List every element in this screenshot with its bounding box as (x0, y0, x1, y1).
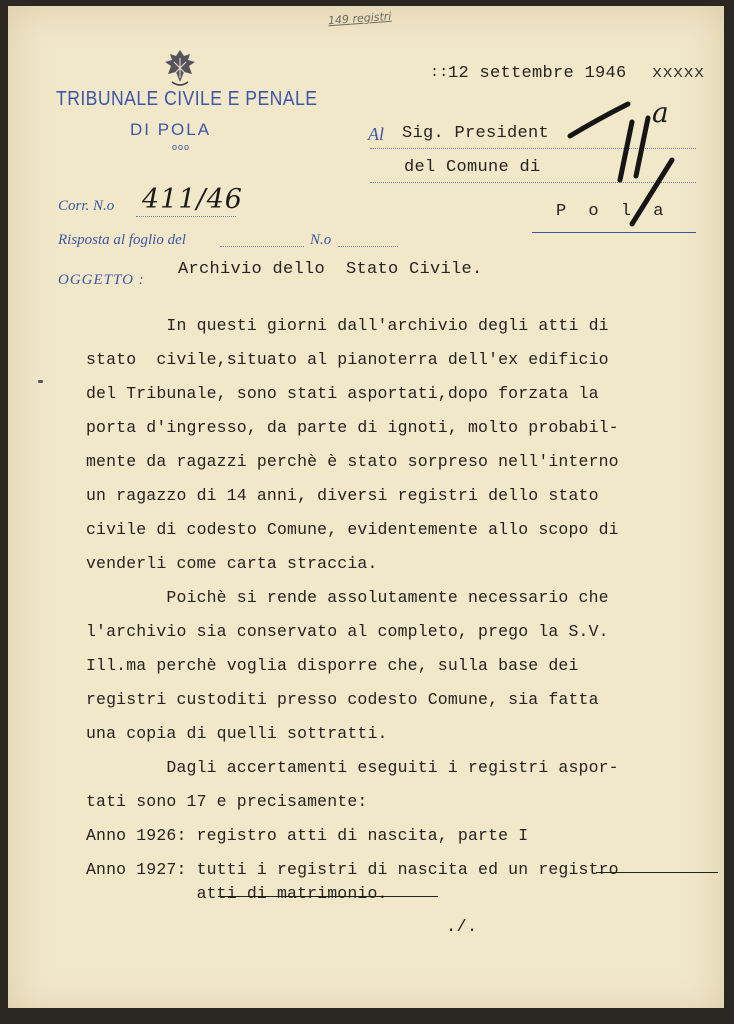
risposta-label: Risposta al foglio del (58, 232, 186, 248)
date-prefix: :: (430, 64, 449, 81)
risposta-n-label: N.o (310, 232, 332, 248)
strikethrough-matrimonio (218, 896, 438, 897)
corr-label: Corr. N.o (58, 198, 115, 214)
body-line-18: atti di matrimonio. (86, 884, 388, 903)
date-strikeout-x: xxxxx (652, 64, 705, 83)
addressee-line-3: P o l a (556, 202, 670, 221)
addressee-line-1: Sig. President (402, 124, 550, 143)
handwritten-mark (560, 88, 690, 238)
addressee-line-2: del Comune di (404, 158, 541, 177)
corr-number: 411/46 (142, 184, 243, 215)
letterhead-ornament: ooo (172, 142, 191, 152)
body-line-9: Poichè si rende assolutamente necessario che (86, 588, 609, 607)
body-line-7: civile di codesto Comune, evidentemente allo scopo di (86, 520, 619, 539)
handwritten-superscript: a (652, 96, 669, 129)
oggetto-text: Archivio dello Stato Civile. (178, 260, 483, 279)
body-line-17: Anno 1927: tutti i registri di nascita ed un registro (86, 860, 619, 879)
addressee-al-label: Al (368, 124, 384, 144)
letterhead-title: TRIBUNALE CIVILE E PENALE (56, 88, 318, 110)
letterhead-city: DI POLA (130, 120, 212, 139)
body-line-1: In questi giorni dall'archivio degli atti di (86, 316, 609, 335)
margin-speck (38, 380, 43, 383)
risposta-number-rule (338, 246, 398, 247)
body-line-4: porta d'ingresso, da parte di ignoti, molto probabil- (86, 418, 619, 437)
body-line-14: Dagli accertamenti eseguiti i registri aspor- (86, 758, 619, 777)
body-line-8: venderli come carta straccia. (86, 554, 378, 573)
body-line-6: un ragazzo di 14 anni, diversi registri dello stato (86, 486, 599, 505)
body-line-5: mente da ragazzi perchè è stato sorpreso nell'interno (86, 452, 619, 471)
body-line-16: Anno 1926: registro atti di nascita, parte I (86, 826, 529, 845)
body-line-3: del Tribunale, sono stati asportati,dopo forzata la (86, 384, 599, 403)
body-line-15: tati sono 17 e precisamente: (86, 792, 368, 811)
body-line-2: stato civile,situato al pianoterra dell'ex edificio (86, 350, 609, 369)
margin-note: 149 registri (327, 9, 392, 28)
corr-rule (136, 216, 236, 217)
oggetto-label: OGGETTO : (58, 272, 145, 288)
page-bottom-edge (8, 1008, 724, 1022)
risposta-date-rule (220, 246, 304, 247)
coat-of-arms-icon (162, 48, 198, 90)
date-text: 12 settembre 1946 (448, 64, 627, 83)
continuation-mark: ./. (446, 918, 478, 937)
strikethrough-registro (596, 872, 718, 873)
body-line-11: Ill.ma perchè voglia disporre che, sulla base dei (86, 656, 579, 675)
body-line-12: registri custoditi presso codesto Comune, sia fatta (86, 690, 599, 709)
body-line-13: una copia di quelli sottratti. (86, 724, 388, 743)
body-line-10: l'archivio sia conservato al completo, prego la S.V. (86, 622, 609, 641)
